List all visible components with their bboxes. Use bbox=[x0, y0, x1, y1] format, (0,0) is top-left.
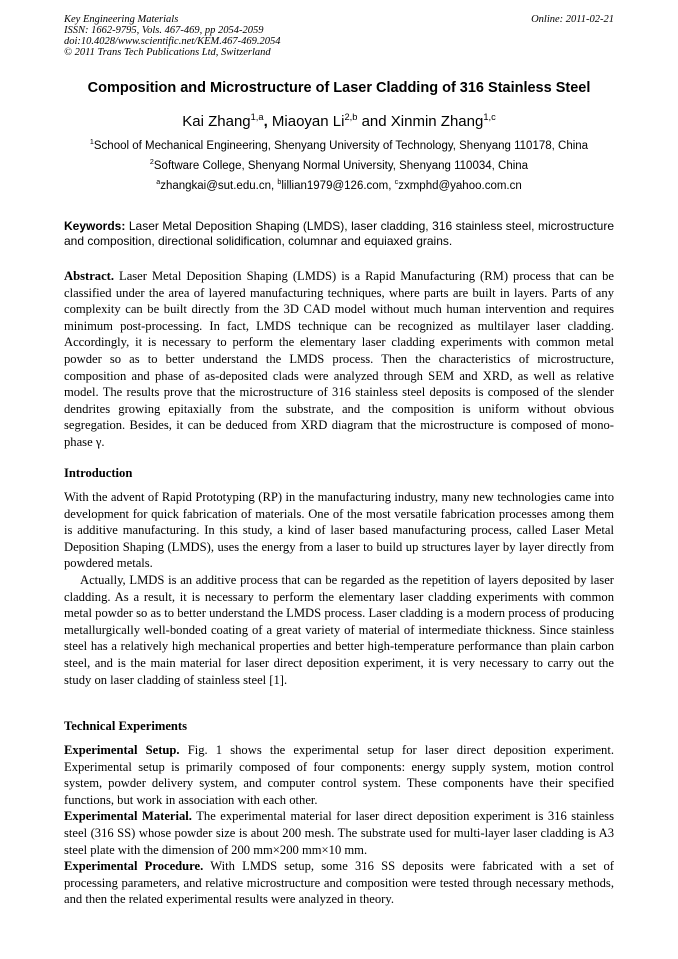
abstract-text: Laser Metal Deposition Shaping (LMDS) is a Rapid Manufacturing (RM) process that can be classified under the area of layered manufacturing techniques, where parts are built in layers. Parts of any complexity can be built directly from the 3D CAD model without much human intervention and requires minimum post-processing. In fact, LMDS technique can be recognized as multilayer laser cladding. Accordingly, it is necessary to perform the elementary laser cladding experiments with common metal powder so as to better understand the LMDS process. Then the characteristics of microstructure, composition and phase of as-deposited clads were analyzed through SEM and XRD, as well as relative model. The results prove that the microstructure of 316 stainless steel deposits is composed of the slender dendrites growing epitaxially from the substrate, and the composition is uniform without obvious segregation. Besides, it can be deduced from XRD diagram that the microstructure is composed of mono-phase γ. bbox=[64, 269, 614, 449]
introduction-paragraph: With the advent of Rapid Prototyping (RP) in the manufacturing industry, many new technologies came into development for quick fabrication of materials. One of the most versatile fabrication processes among them is additive manufacturing. In this study, a kind of laser based manufacturing process, called Laser Metal Deposition Shaping (LMDS), uses the energy from a laser to build up structures layer by layer directly from powdered metals. bbox=[64, 490, 614, 571]
author-superscript: 1,a bbox=[250, 112, 264, 122]
author-name: Kai Zhang bbox=[182, 113, 251, 130]
affiliation-superscript: 1 bbox=[89, 138, 94, 147]
copyright-line: © 2011 Trans Tech Publications Ltd, Switzerland bbox=[64, 47, 271, 58]
author-list bbox=[40, 113, 638, 130]
email-link: lillian1979@126.com, bbox=[281, 180, 395, 192]
online-date: Online: 2011-02-21 bbox=[531, 14, 614, 25]
author-superscript: 1,c bbox=[483, 112, 496, 122]
procedure-text: With LMDS setup, some 316 SS deposits were fabricated with a set of processing parameters, and relative microstructure and composition were tested through necessary methods, and then the related experimental results were analyzed in theory. bbox=[64, 859, 614, 907]
affiliation-1 bbox=[40, 140, 638, 152]
technical-experiments-section bbox=[64, 742, 614, 908]
experimental-setup-paragraph bbox=[64, 742, 614, 808]
setup-label: Experimental Setup. bbox=[64, 743, 180, 757]
technical-experiments-heading: Technical Experiments bbox=[64, 719, 188, 733]
author-emails bbox=[40, 180, 638, 192]
email-link: zxmphd@yahoo.com.cn bbox=[398, 180, 522, 192]
experimental-material-paragraph bbox=[64, 808, 614, 858]
author-separator: and bbox=[357, 113, 391, 130]
author-name: Miaoyan Li bbox=[271, 113, 345, 130]
author-superscript: 2,b bbox=[344, 112, 358, 122]
affiliation-superscript: 2 bbox=[149, 158, 154, 167]
doi-line: doi:10.4028/www.scientific.net/KEM.467-469.2054 bbox=[64, 36, 281, 47]
experimental-procedure-paragraph bbox=[64, 858, 614, 908]
email-superscript: c bbox=[394, 178, 399, 187]
email-link: zhangkai@sut.edu.cn, bbox=[160, 180, 278, 192]
keywords-section bbox=[64, 219, 614, 248]
abstract-section bbox=[64, 268, 614, 451]
email-superscript: b bbox=[277, 178, 282, 187]
procedure-label: Experimental Procedure. bbox=[64, 859, 204, 874]
material-text: The experimental material for laser direct deposition experiment is 316 stainless steel (316 SS) whose powder size is about 200 mesh. The substrate used for multi-layer laser cladding is A3 steel plate with the dimension of 200 mm×200 mm×10 mm. bbox=[64, 809, 614, 857]
affiliation-text: Software College, Shenyang Normal University, Shenyang 110034, China bbox=[153, 160, 529, 172]
paper-title: Composition and Microstructure of Laser Cladding of 316 Stainless Steel bbox=[87, 80, 591, 96]
keywords-label: Keywords: bbox=[64, 219, 126, 233]
author-separator: , bbox=[263, 113, 272, 130]
material-label: Experimental Material. bbox=[64, 809, 192, 824]
author-name: Xinmin Zhang bbox=[390, 113, 484, 130]
introduction-section bbox=[64, 489, 614, 688]
introduction-paragraph: Actually, LMDS is an additive process that can be regarded as the repetition of layers deposited by laser cladding. As a result, it is necessary to perform the elementary laser cladding experiments with common metal powder so as to better understand the LMDS process. Laser cladding is a modern process of producing metallurgically well-bonded coating of a great variety of material of intermediate thickness. Since stainless steel has a relatively high mechanical properties and better high-temperature performance than plain carbon steel, and is the main material for laser direct deposition experiment, it is very necessary to carry out the study on laser cladding of stainless steel [1]. bbox=[64, 572, 614, 687]
affiliation-2 bbox=[40, 160, 638, 172]
keywords-text: Laser Metal Deposition Shaping (LMDS), laser cladding, 316 stainless steel, microstructure and composition, directional solidification, columnar and equiaxed grains. bbox=[64, 219, 614, 248]
introduction-heading: Introduction bbox=[64, 466, 133, 480]
setup-text: Fig. 1 shows the experimental setup for laser direct deposition experiment. Experimental setup is primarily composed of four components: energy supply system, motion control system, powder delivery system, and computer control system. These components have their specified functions, but work in association with each other. bbox=[64, 743, 614, 807]
journal-name: Key Engineering Materials bbox=[64, 14, 179, 25]
issn-line: ISSN: 1662-9795, Vols. 467-469, pp 2054-2059 bbox=[64, 25, 264, 36]
email-superscript: a bbox=[156, 178, 161, 187]
journal-header bbox=[64, 14, 281, 58]
abstract-label: Abstract. bbox=[64, 269, 115, 283]
affiliation-text: School of Mechanical Engineering, Shenyang University of Technology, Shenyang 110178, China bbox=[93, 140, 589, 152]
